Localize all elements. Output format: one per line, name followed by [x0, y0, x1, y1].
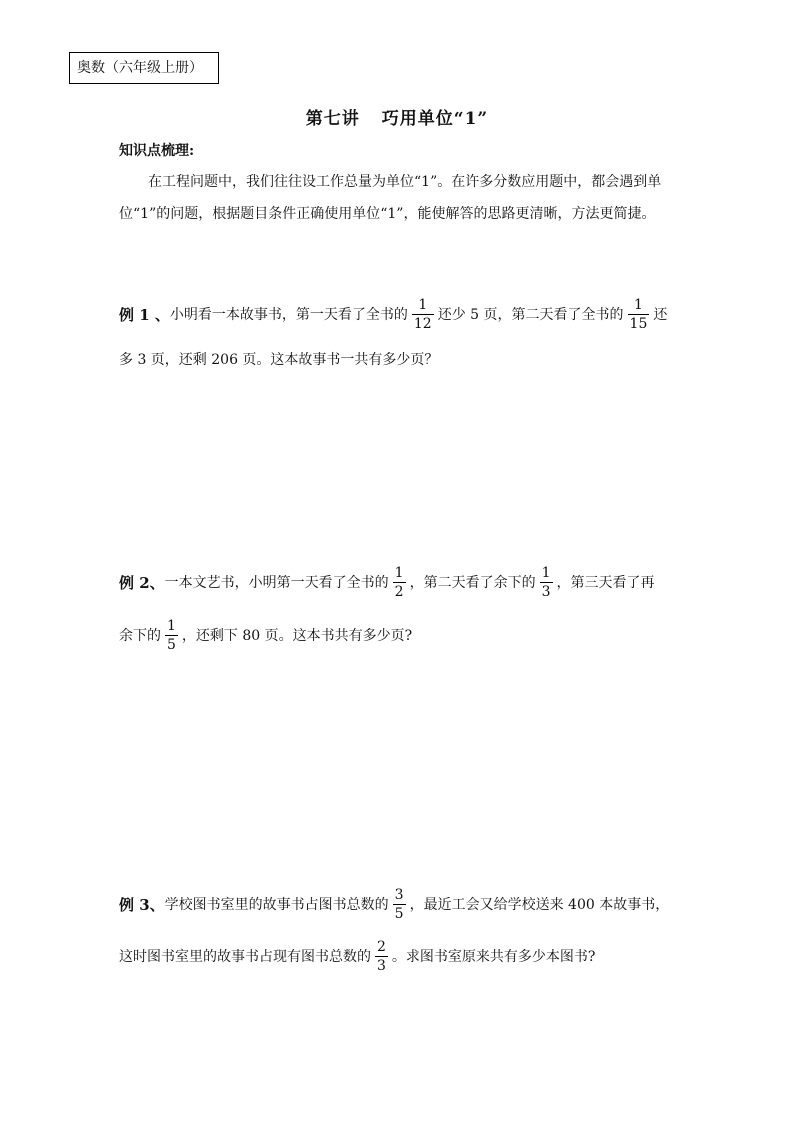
example-2-line-1 — [119, 559, 655, 605]
example-2-text-e: ，还剩下 80 页。这本书共有多少页? — [181, 628, 413, 644]
knowledge-paragraph: 在工程问题中，我们往往设工作总量为单位“1”。在许多分数应用题中，都会遇到单位“1”的问题，根据题目条件正确使用单位“1”，能使解答的思路更清晰，方法更简捷。 — [119, 174, 662, 222]
fraction — [540, 564, 553, 601]
example-3-text-a: 学校图书室里的故事书占图书总数的 — [164, 897, 389, 913]
fraction — [393, 564, 406, 601]
example-3-line-2 — [119, 933, 595, 979]
fraction — [165, 617, 178, 654]
fraction-denominator: 12 — [413, 315, 432, 332]
example-1-line-1 — [119, 291, 667, 337]
example-3-text-d: 。求图书室原来共有多少本图书? — [391, 949, 596, 965]
example-2-text-c: ，第三天看了再 — [556, 575, 655, 591]
example-2-text-d: 余下的 — [119, 628, 161, 644]
fraction-denominator: 5 — [167, 636, 176, 653]
fraction-numerator: 1 — [418, 296, 428, 313]
example-1-text-a: 小明看一本故事书，第一天看了全书的 — [169, 307, 408, 323]
lesson-title — [0, 104, 794, 129]
fraction-denominator: 2 — [394, 583, 404, 600]
fraction-numerator: 1 — [394, 564, 404, 581]
fraction-numerator: 1 — [541, 564, 551, 581]
example-1-line-2 — [119, 336, 438, 382]
fraction — [412, 296, 434, 333]
fraction — [393, 886, 406, 923]
example-2-text-a: 一本文艺书，小明第一天看了全书的 — [164, 575, 389, 591]
lesson-number: 第七讲 — [305, 109, 360, 129]
example-3-text-b: ，最近工会又给学校送来 400 本故事书， — [409, 897, 670, 913]
fraction-numerator: 1 — [633, 296, 643, 313]
fraction-numerator: 1 — [167, 617, 176, 634]
fraction-numerator: 3 — [394, 886, 404, 903]
fraction-denominator: 15 — [629, 315, 648, 332]
example-3-line-1 — [119, 881, 669, 927]
fraction-denominator: 3 — [541, 583, 551, 600]
lesson-topic: 巧用单位“1” — [381, 109, 489, 129]
example-1-text-d: 多 3 页，还剩 206 页。这本故事书一共有多少页？ — [119, 352, 439, 368]
example-3-text-c: 这时图书室里的故事书占现有图书总数的 — [119, 949, 371, 965]
fraction-denominator: 5 — [394, 905, 404, 922]
knowledge-label: 知识点梳理: — [119, 143, 195, 159]
example-3-lead: 例 3、 — [119, 895, 165, 914]
fraction-denominator: 3 — [377, 957, 386, 974]
example-2-text-b: ，第二天看了余下的 — [409, 575, 536, 591]
example-1-lead: 例 1 、 — [119, 305, 170, 324]
fraction — [375, 938, 388, 975]
example-1-text-b: 还少 5 页，第二天看了全书的 — [437, 307, 624, 323]
fraction-numerator: 2 — [377, 938, 386, 955]
fraction — [628, 296, 650, 333]
example-2-line-2 — [119, 612, 412, 658]
example-2-lead: 例 2、 — [119, 573, 165, 592]
grade-tag: 奥数（六年级上册） — [69, 52, 219, 84]
example-1-text-c: 还 — [653, 307, 668, 323]
